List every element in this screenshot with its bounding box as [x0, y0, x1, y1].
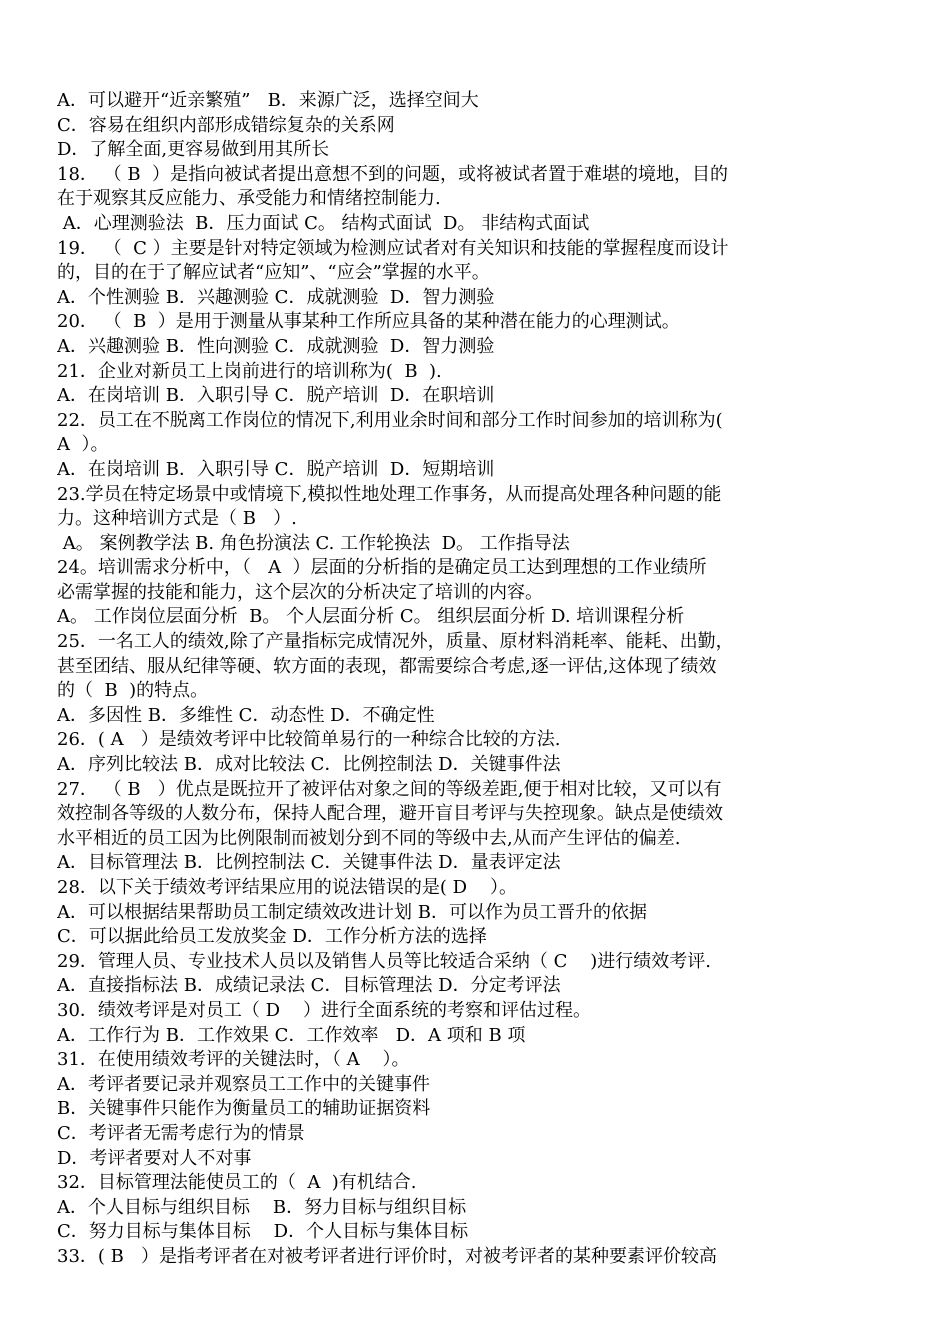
- text-line: A．在岗培训 B．入职引导 C．脱产培训 D．在职培训: [57, 385, 495, 407]
- text-line: A．兴趣测验 B．性向测验 C．成就测验 D．智力测验: [57, 335, 495, 357]
- text-line: C．可以据此给员工发放奖金 D．工作分析方法的选择: [57, 926, 487, 948]
- text-line: A．目标管理法 B．比例控制法 C．关键事件法 D．量表评定法: [57, 852, 561, 874]
- text-line: B．关键事件只能作为衡量员工的辅助证据资料: [57, 1098, 431, 1120]
- text-line: A。 案例教学法 B. 角色扮演法 C. 工作轮换法 D。 工作指导法: [57, 532, 570, 554]
- text-line: D．了解全面,更容易做到用其所长: [57, 139, 330, 161]
- text-line: 效控制各等级的人数分布，保持人配合理，避开盲目考评与失控现象。缺点是使绩效: [57, 803, 723, 825]
- text-line: A．考评者要记录并观察员工工作中的关键事件: [57, 1073, 430, 1095]
- text-line: A．可以根据结果帮助员工制定绩效改进计划 B．可以作为员工晋升的依据: [57, 901, 647, 923]
- text-line: C．容易在组织内部形成错综复杂的关系网: [57, 114, 395, 136]
- text-line: C．考评者无需考虑行为的情景: [57, 1122, 305, 1144]
- text-line: 33．( B ）是指考评者在对被考评者进行评价时，对被考评者的某种要素评价较高: [57, 1245, 718, 1267]
- text-line: A ）。: [57, 434, 109, 456]
- text-line: 水平相近的员工因为比例限制而被划分到不同的等级中去,从而产生评估的偏差.: [57, 827, 681, 849]
- text-line: A．直接指标法 B．成绩记录法 C．目标管理法 D．分定考评法: [57, 975, 561, 997]
- text-line: A．在岗培训 B．入职引导 C．脱产培训 D．短期培训: [57, 458, 495, 480]
- text-line: 26．( A ）是绩效考评中比较简单易行的一种综合比较的方法.: [57, 729, 561, 751]
- text-line: 21．企业对新员工上岗前进行的培训称为( B ).: [57, 360, 442, 382]
- text-line: 力。这种培训方式是（ B ）.: [57, 508, 297, 530]
- text-line: A．心理测验法 B．压力面试 C。 结构式面试 D。 非结构式面试: [57, 212, 590, 234]
- text-line: 24。培训需求分析中，（ A ）层面的分析指的是确定员工达到理想的工作业绩所: [57, 557, 707, 579]
- text-line: A．多因性 B．多维性 C．动态性 D．不确定性: [57, 704, 435, 726]
- text-line: 在于观察其反应能力、承受能力和情绪控制能力.: [57, 188, 441, 210]
- text-line: 19． （ C ）主要是针对特定领域为检测应试者对有关知识和技能的掌握程度而设计: [57, 237, 729, 259]
- text-line: 23.学员在特定场景中或情境下,模拟性地处理工作事务，从而提高处理各种问题的能: [57, 483, 722, 505]
- text-line: A．工作行为 B．工作效果 C．工作效率 D．A 项和 B 项: [57, 1024, 526, 1046]
- document-page: [57, 89, 907, 1270]
- text-line: 28．以下关于绩效考评结果应用的说法错误的是( D ）。: [57, 877, 517, 898]
- text-line: 甚至团结、服从纪律等硬、软方面的表现，都需要综合考虑,逐一评估,这体现了绩效: [57, 655, 717, 677]
- text-line: A．个性测验 B．兴趣测验 C．成就测验 D．智力测验: [57, 286, 495, 308]
- text-line: 32．目标管理法能使员工的（ A )有机结合.: [57, 1172, 417, 1194]
- text-line: 的（ B )的特点。: [57, 680, 209, 702]
- text-line: 的，目的在于了解应试者“应知”、“应会”掌握的水平。: [57, 262, 490, 284]
- text-line: 必需掌握的技能和能力，这个层次的分析决定了培训的内容。: [57, 581, 543, 603]
- text-line: A．序列比较法 B．成对比较法 C．比例控制法 D．关键事件法: [57, 754, 561, 776]
- text-line: 25．一名工人的绩效,除了产量指标完成情况外，质量、原材料消耗率、能耗、出勤，: [57, 631, 734, 653]
- text-line: 22．员工在不脱离工作岗位的情况下,利用业余时间和部分工作时间参加的培训称为(: [57, 409, 723, 431]
- text-line: 20． （ B ）是用于测量从事某种工作所应具备的某种潜在能力的心理测试。: [57, 311, 680, 333]
- text-line: A。 工作岗位层面分析 B。 个人层面分析 C。 组织层面分析 D. 培训课程分析: [57, 606, 685, 628]
- text-line: 29．管理人员、专业技术人员以及销售人员等比较适合采纳（ C )进行绩效考评.: [57, 950, 712, 972]
- text-line: 18． （ B ）是指向被试者提出意想不到的问题，或将被试者置于难堪的境地，目的: [57, 163, 729, 185]
- text-line: C．努力目标与集体目标 D．个人目标与集体目标: [57, 1221, 469, 1243]
- text-line: 30．绩效考评是对员工（ D ）进行全面系统的考察和评估过程。: [57, 999, 591, 1021]
- text-line: D．考评者要对人不对事: [57, 1147, 252, 1169]
- text-line: A．可以避开“近亲繁殖” B．来源广泛，选择空间大: [57, 90, 479, 111]
- text-line: 27． （ B ）优点是既拉开了被评估对象之间的等级差距,便于相对比较，又可以有: [57, 778, 722, 800]
- text-line: A．个人目标与组织目标 B．努力目标与组织目标: [57, 1196, 467, 1218]
- text-line: 31．在使用绩效考评的关键法时，（ A ）。: [57, 1049, 410, 1071]
